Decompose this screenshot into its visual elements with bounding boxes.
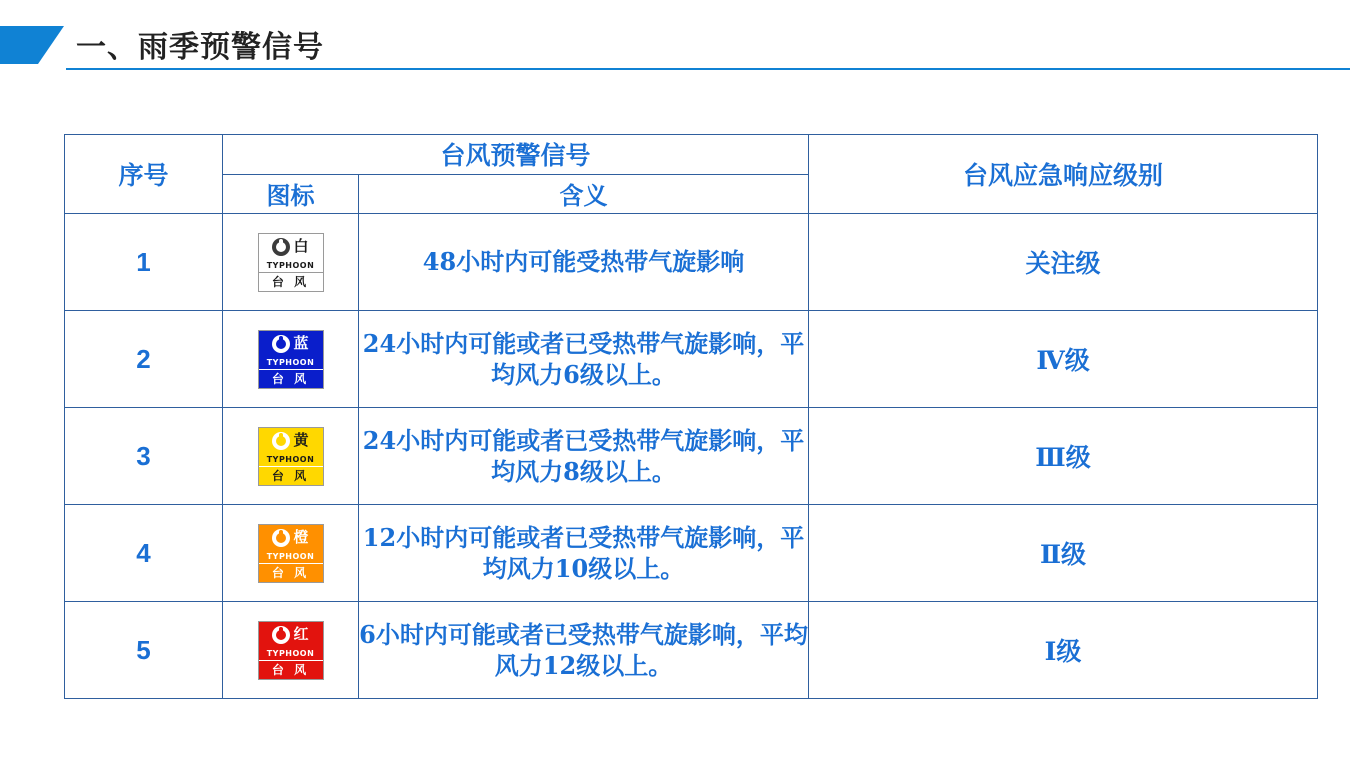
row-icon-cell [223,602,359,699]
table-row [65,311,1318,408]
table-row [65,602,1318,699]
typhoon-label-en: TYPHOON [259,648,323,660]
header-divider [66,68,1350,70]
row-icon-cell [223,408,359,505]
row-icon-cell [223,505,359,602]
row-number: 2 [65,311,223,408]
row-level: Ⅰ级 [809,602,1318,699]
row-number: 3 [65,408,223,505]
typhoon-label-cn: 台 风 [259,660,323,679]
table-header-row-1 [65,135,1318,175]
table-row [65,214,1318,311]
typhoon-signal-table [64,134,1318,699]
typhoon-signal-table-wrap [64,134,1317,699]
typhoon-icon-top [259,525,323,551]
row-icon-cell [223,214,359,311]
row-meaning: 6小时内可能或者已受热带气旋影响，平均风力12级以上。 [359,602,809,699]
table-row [65,408,1318,505]
typhoon-swirl-icon [272,238,290,256]
typhoon-label-en: TYPHOON [259,357,323,369]
typhoon-icon-top [259,234,323,260]
column-header-no: 序号 [65,135,223,214]
row-meaning: 12小时内可能或者已受热带气旋影响，平均风力10级以上。 [359,505,809,602]
typhoon-swirl-icon [272,626,290,644]
header-accent-block [0,26,38,64]
typhoon-label-cn: 台 风 [259,563,323,582]
typhoon-swirl-icon [272,529,290,547]
row-meaning: 24小时内可能或者已受热带气旋影响，平均风力6级以上。 [359,311,809,408]
row-level: Ⅳ级 [809,311,1318,408]
typhoon-label-cn: 台 风 [259,272,323,291]
typhoon-icon-top [259,622,323,648]
typhoon-color-char: 黄 [293,431,309,449]
typhoon-color-char: 白 [293,237,309,255]
row-number: 4 [65,505,223,602]
row-level: Ⅱ级 [809,505,1318,602]
typhoon-orange-icon [258,524,324,583]
column-header-level: 台风应急响应级别 [809,135,1318,214]
typhoon-color-char: 蓝 [293,334,309,352]
typhoon-color-char: 橙 [293,528,309,546]
column-header-signal-group: 台风预警信号 [223,135,809,175]
typhoon-label-cn: 台 风 [259,369,323,388]
typhoon-yellow-icon [258,427,324,486]
typhoon-label-cn: 台 风 [259,466,323,485]
typhoon-color-char: 红 [293,625,309,643]
typhoon-icon-top [259,331,323,357]
row-meaning: 24小时内可能或者已受热带气旋影响，平均风力8级以上。 [359,408,809,505]
page-title: 一、雨季预警信号 [76,30,324,65]
row-number: 5 [65,602,223,699]
typhoon-blue-icon [258,330,324,389]
typhoon-label-en: TYPHOON [259,551,323,563]
typhoon-icon-top [259,428,323,454]
typhoon-label-en: TYPHOON [259,260,323,272]
header-accent-marker [0,26,64,64]
row-number: 1 [65,214,223,311]
typhoon-swirl-icon [272,335,290,353]
row-level: 关注级 [809,214,1318,311]
row-meaning: 48小时内可能受热带气旋影响 [359,214,809,311]
typhoon-white-icon [258,233,324,292]
row-icon-cell [223,311,359,408]
row-level: Ⅲ级 [809,408,1318,505]
slide-header [0,0,1350,78]
column-header-icon: 图标 [223,174,359,214]
table-row [65,505,1318,602]
header-accent-triangle [38,26,64,64]
column-header-meaning: 含义 [359,174,809,214]
typhoon-red-icon [258,621,324,680]
typhoon-swirl-icon [272,432,290,450]
typhoon-label-en: TYPHOON [259,454,323,466]
